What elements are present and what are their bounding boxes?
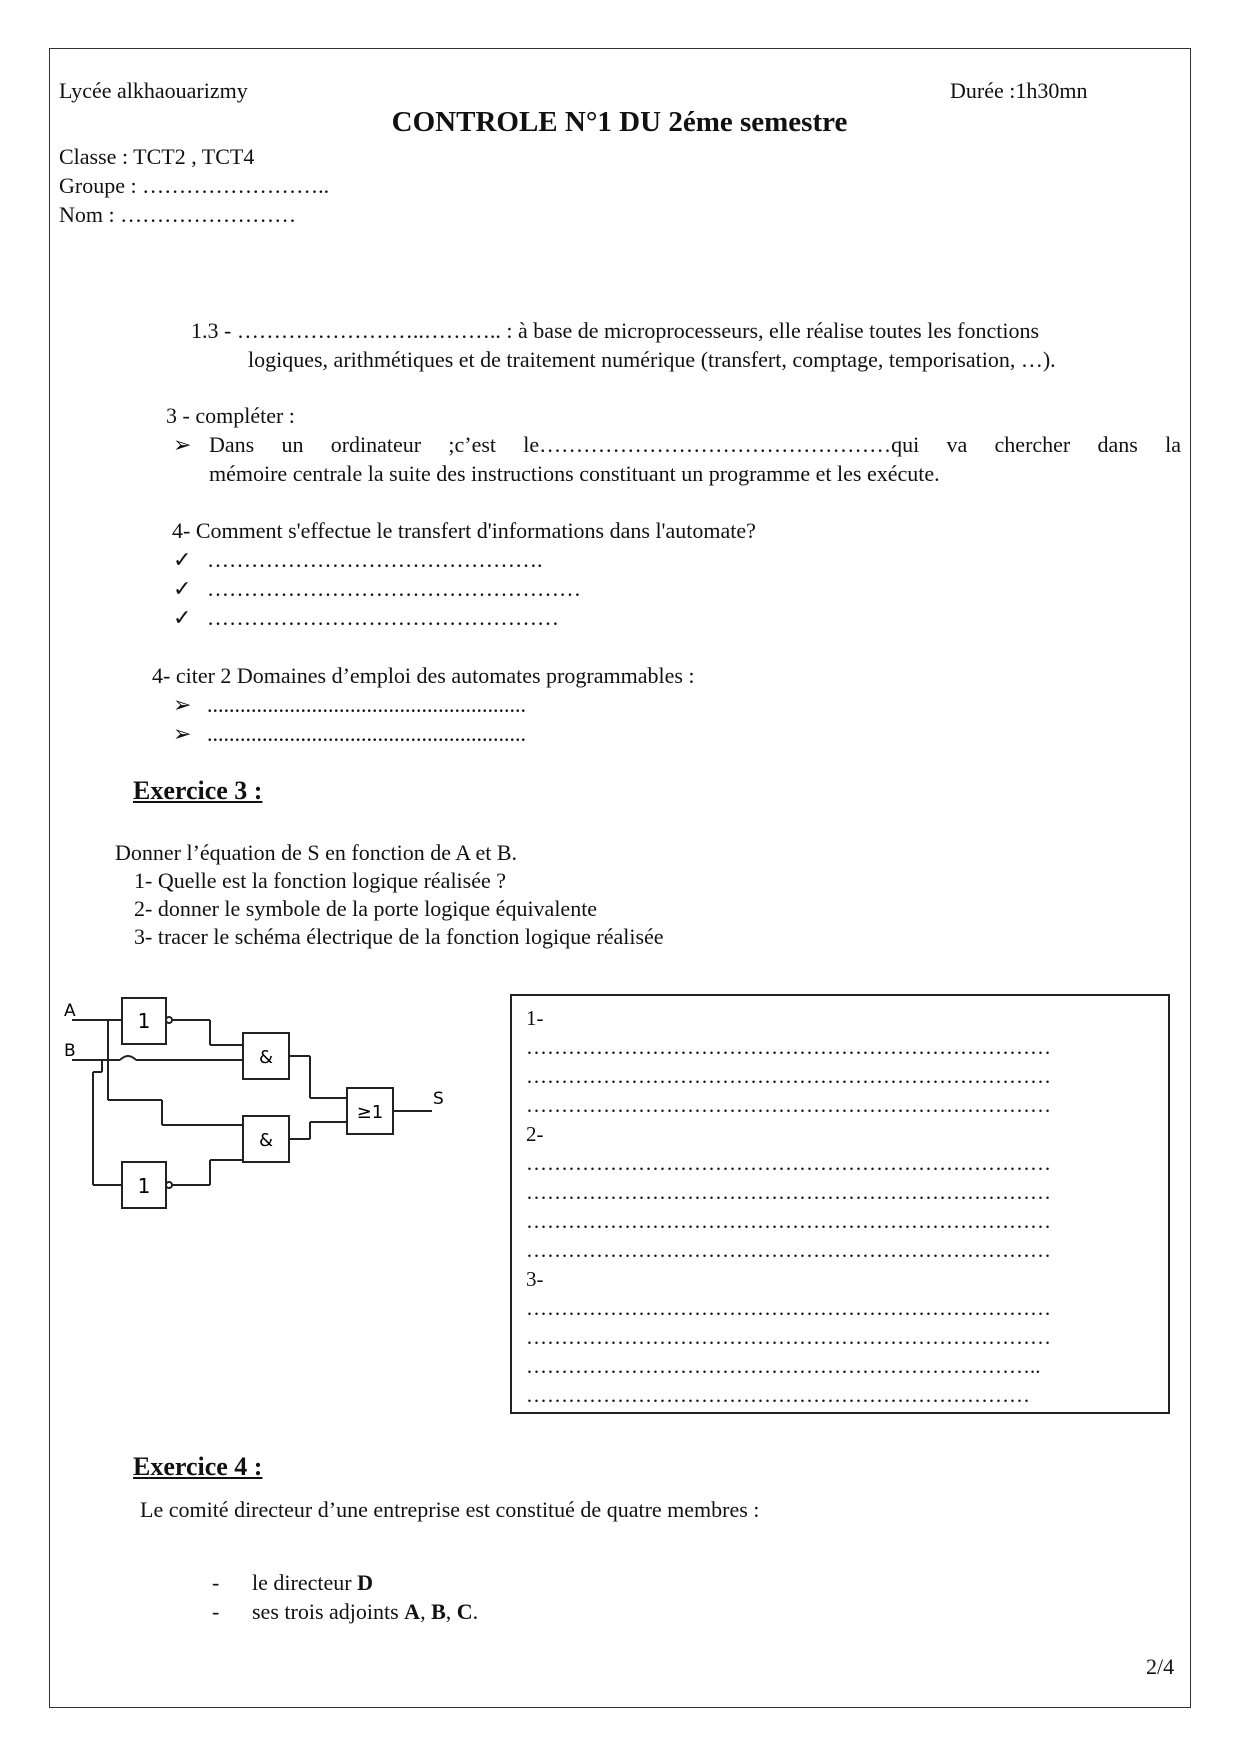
exercise-4-item-2 <box>252 1597 478 1626</box>
word: un <box>281 432 304 457</box>
exercise-4-intro: Le comité directeur d’une entreprise est constitué de quatre membres : <box>140 1497 760 1522</box>
answer-box <box>510 994 1170 1414</box>
answer-line: ………………………………………… <box>207 605 559 630</box>
answer-line: ………………………………………………………………… <box>526 1180 1051 1204</box>
school-name: Lycée alkhaouarizmy <box>59 78 248 103</box>
question-4b-heading: 4- citer 2 Domaines d’emploi des automates programmables : <box>152 663 695 688</box>
exercise-3-title: Exercice 3 : <box>133 776 263 805</box>
answer-line: ………………………………………………………………… <box>526 1151 1051 1175</box>
group-line: Groupe : …………………….. <box>59 173 330 198</box>
not-gate-2-label: 1 <box>137 1174 151 1198</box>
word: Dans <box>209 432 255 457</box>
answer-line: ………………………………………………………………… <box>526 1064 1051 1088</box>
not-gate-1-label: 1 <box>137 1009 151 1033</box>
member-b: B <box>431 1599 446 1624</box>
member-d: D <box>357 1570 373 1595</box>
check-icon: ✓ <box>173 547 192 572</box>
end-period: . <box>472 1599 479 1624</box>
question-1-3-line2: logiques, arithmétiques et de traitement numérique (transfert, comptage, temporisation, …). <box>248 347 1056 372</box>
question-1-3-line1: 1.3 - ……………………..……….. : à base de microprocesseurs, elle réalise toutes les fonctions <box>191 318 1040 343</box>
exercise-4-title: Exercice 4 : <box>133 1452 263 1481</box>
page-number: 2/4 <box>1146 1654 1175 1679</box>
answer-box-label-3: 3- <box>526 1267 544 1291</box>
class-line: Classe : TCT2 , TCT4 <box>59 144 255 169</box>
exercise-3-intro: Donner l’équation de S en fonction de A et B. <box>115 840 518 865</box>
answer-box-label-2: 2- <box>526 1122 544 1146</box>
exercise-4-dash-2: - <box>212 1599 220 1624</box>
word: la <box>1165 432 1181 457</box>
logic-circuit-diagram <box>60 990 480 1240</box>
or-gate-label: ≥1 <box>356 1102 384 1123</box>
word: va <box>946 432 968 457</box>
answer-line: ………………………………………………………………… <box>526 1238 1051 1262</box>
member-c: C <box>456 1599 473 1624</box>
answer-line: ……………………………………………………………….. <box>526 1354 1041 1378</box>
question-4a-item <box>173 574 581 603</box>
question-4a-item <box>173 545 543 574</box>
input-a-label: A <box>64 1001 76 1021</box>
question-4b-item <box>173 690 526 719</box>
question-4a-heading: 4- Comment s'effectue le transfert d'informations dans l'automate? <box>172 518 756 543</box>
exercise-3-item-2: 2- donner le symbole de la porte logique équivalente <box>134 896 598 921</box>
answer-line: ………………………………………………………………… <box>526 1035 1051 1059</box>
member-a: A <box>404 1599 421 1624</box>
separator: , <box>445 1599 457 1624</box>
and-gate-2-label: & <box>258 1130 274 1151</box>
word: le…………………………………………qui <box>523 432 920 457</box>
question-3-line2: mémoire centrale la suite des instructions constituant un programme et les exécute. <box>209 461 940 486</box>
question-4b-item <box>173 719 526 748</box>
arrow-bullet-icon: ➢ <box>173 721 192 746</box>
answer-line: ………………………………………………………………… <box>526 1296 1051 1320</box>
answer-line: ………………………………………………………………… <box>526 1093 1051 1117</box>
answer-line: .......................................................... <box>207 721 526 746</box>
answer-box-label-1: 1- <box>526 1006 544 1030</box>
answer-line: ………………………………………………………………… <box>526 1325 1051 1349</box>
exercise-3-item-1: 1- Quelle est la fonction logique réalisée ? <box>134 868 507 893</box>
page-title: CONTROLE N°1 DU 2éme semestre <box>391 106 848 138</box>
word: chercher <box>994 432 1071 457</box>
answer-line: .......................................................... <box>207 692 526 717</box>
question-4a-item <box>173 603 559 632</box>
question-3-bullet: ➢ <box>173 432 192 457</box>
exercise-3-item-3: 3- tracer le schéma électrique de la fonction logique réalisée <box>134 924 664 949</box>
wire-crossing <box>120 1056 136 1060</box>
answer-line: ……………………………………………………………… <box>526 1383 1030 1407</box>
item-text: ses trois adjoints <box>252 1599 405 1624</box>
item-text: le directeur <box>252 1570 358 1595</box>
name-line: Nom : …………………… <box>59 202 297 227</box>
exam-duration: Durée :1h30mn <box>950 78 1088 103</box>
word: ;c’est <box>448 432 497 457</box>
exercise-4-dash-1: - <box>212 1570 220 1595</box>
word: dans <box>1097 432 1138 457</box>
answer-line: …………………………………………… <box>207 576 581 601</box>
check-icon: ✓ <box>173 576 192 601</box>
output-s-label: S <box>433 1089 444 1109</box>
and-gate-1-label: & <box>258 1047 274 1068</box>
separator: , <box>420 1599 432 1624</box>
answer-line: ………………………………………………………………… <box>526 1209 1051 1233</box>
answer-line: ………………………………………. <box>207 547 543 572</box>
check-icon: ✓ <box>173 605 192 630</box>
question-3-line1 <box>209 430 1181 459</box>
exercise-4-item-1 <box>252 1568 373 1597</box>
arrow-bullet-icon: ➢ <box>173 692 192 717</box>
input-b-label: B <box>64 1041 76 1061</box>
question-3-heading: 3 - compléter : <box>166 403 295 428</box>
word: ordinateur <box>330 432 422 457</box>
